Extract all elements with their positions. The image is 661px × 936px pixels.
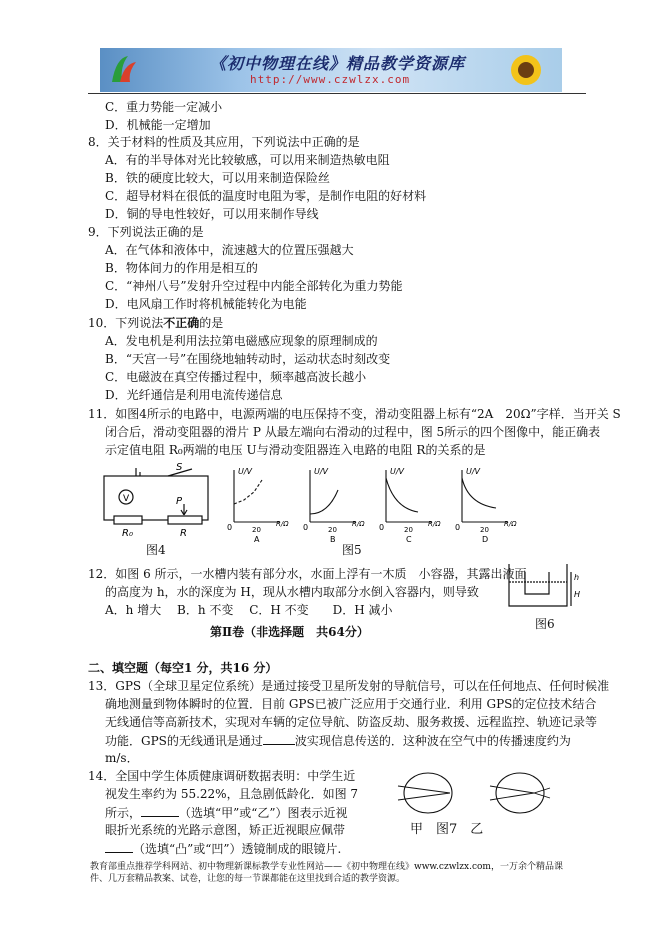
q10-stem-c: 的是 [199,316,224,330]
footer-line1: 教育部重点推荐学科网站、初中物理新课标教学专业性网站——《初中物理在线》www.czwlzx.com，一万余个精品课 [90,862,563,872]
figure-6-caption: 图6 [535,617,555,631]
q14-line5-text: （选填“凸”或“凹”）透镜制成的眼镜片. [133,842,342,856]
q9-option-a: A．在气体和液体中，流速越大的位置压强越大 [105,243,354,257]
banner-url[interactable]: http://www.czwlzx.com [250,73,411,86]
q13-line4 [105,732,571,749]
q14-blank-2[interactable] [105,840,133,853]
graph-A-origin: 0 [227,523,233,532]
header-rule [88,93,586,94]
q11-line1: 11．如图4所示的电路中，电源两端的电压保持不变，滑动变阻器上标有“2A 20Ω”字样．当开关 S [88,407,621,421]
q7-option-d: D．机械能一定增加 [105,118,211,132]
q14-line1: 14．全国中学生体质健康调研数据表明：中学生近 [88,769,356,783]
q12-line2: 的高度为 h，水的深度为 H，现从水槽内取部分水倒入容器内，则导致 [105,585,479,599]
graph-C [376,464,452,546]
figure-7-eyes [384,766,564,820]
q10-option-b: B．“天宫一号”在围绕地轴转动时，运动状态时刻改变 [105,352,391,366]
q10-stem [88,315,223,331]
q8-option-d: D．铜的导电性较好，可以用来制作导线 [105,207,319,221]
q7-option-c: C．重力势能一定减小 [105,100,223,114]
graph-B-tick: 20 [328,526,337,534]
figure-7-caption: 甲 图7 乙 [410,822,484,837]
q12-options: A．h 增大 B．h 不变 C．H 不变 D．H 减小 [105,603,393,617]
q10-stem-a: 10．下列说法 [88,316,164,330]
graph-D-tick: 20 [480,526,489,534]
rheostat-label: R [180,528,187,539]
graph-D-origin: 0 [455,523,461,532]
graph-C-letter: C [406,535,412,544]
q10-stem-emphasis: 不正确 [163,316,200,330]
q9-option-c: C．“神州八号”发射升空过程中内能全部转化为重力势能 [105,279,403,293]
graph-A-x-label: R/Ω [276,520,289,528]
graph-C-origin: 0 [379,523,385,532]
q8-option-b: B．铁的硬度比较大，可以用来制造保险丝 [105,171,330,185]
q13-blank-1[interactable] [263,732,295,745]
r0-label: R₀ [122,528,133,539]
q11-line2: 闭合后，滑动变阻器的滑片 P 从最左端向右滑动的过程中，图 5所示的四个图像中，能正确表 [105,425,601,439]
graph-C-curve [386,478,418,512]
graph-C-y-label: U/V [390,467,405,476]
figure-5-caption: 图5 [342,543,362,557]
graph-B-y-label: U/V [314,467,329,476]
label-H: H [574,590,581,599]
banner-title: 《初中物理在线》精品教学资源库 [210,54,466,73]
q14-line3-b: （选填“甲”或“乙”）图表示近视 [179,806,348,820]
q10-option-d: D．光纤通信是利用电流传递信息 [105,388,283,402]
graph-A [224,464,300,546]
slider-label: P [176,496,183,507]
graph-D-curve [462,478,496,508]
voltmeter-label: V [123,494,130,504]
q14-blank-1[interactable] [141,804,179,817]
graph-B-origin: 0 [303,523,309,532]
part-2-heading: 第Ⅱ卷（非选择题 共64分） [210,625,369,639]
q13-line5: m/s． [105,751,139,765]
section-2-heading: 二、填空题（每空1 分，共16 分） [88,661,278,675]
q13-line3: 无线通信等高新技术，实现对车辆的定位导航、防盗反劫、服务救援、远程监控、轨迹记录等 [105,715,598,729]
q14-line3-a: 所示， [105,806,142,820]
footer-line2: 件、几万套精品教案、试卷，让您的每一节课都能在这里找到合适的教学资源。 [90,874,406,884]
graph-A-y-label: U/V [238,467,253,476]
figure-6-tank [505,560,581,614]
sunflower-icon [496,50,556,90]
q14-line4: 眼折光系统的光路示意图，矫正近视眼应佩带 [105,823,346,837]
switch-label: S [176,462,183,473]
q8-option-a: A．有的半导体对光比较敏感，可以用来制造热敏电阻 [105,153,390,167]
q13-line4-b: 波实现信息传送的．这种波在空气中的传播速度约为 [294,734,571,748]
graph-A-tick: 20 [252,526,261,534]
graph-B-curve [310,490,338,514]
site-banner [100,48,562,92]
q10-option-c: C．电磁波在真空传播过程中，频率越高波长越小 [105,370,367,384]
graph-D-letter: D [482,535,489,544]
q12-line1: 12．如图 6 所示，一水槽内装有部分水，水面上浮有一木质 小容器，其露出液面 [88,567,527,581]
q14-line3 [105,804,348,821]
q14-line2: 视发生率约为 55.22%，且急剧低龄化．如图 7 [105,787,359,801]
figure-4-circuit [96,460,226,540]
graph-A-curve [234,480,262,504]
q9-stem: 9．下列说法正确的是 [88,225,204,239]
site-logo-icon [106,52,140,86]
q8-stem: 8．关于材料的性质及其应用，下列说法中正确的是 [88,135,360,149]
q13-line4-a: 功能．GPS的无线通讯是通过 [105,734,263,748]
graph-B-letter: B [330,535,336,544]
graph-D [452,464,528,546]
q13-line1: 13．GPS（全球卫星定位系统）是通过接受卫星所发射的导航信号，可以在任何地点、任何时候准 [88,679,610,693]
graph-D-x-label: R/Ω [504,520,517,528]
graph-C-tick: 20 [404,526,413,534]
q9-option-d: D．电风扇工作时将机械能转化为电能 [105,297,307,311]
figure-4-caption: 图4 [146,543,166,557]
q14-line5 [105,840,341,857]
graph-C-x-label: R/Ω [428,520,441,528]
label-h: h [574,573,580,582]
graph-A-letter: A [254,535,260,544]
q8-option-c: C．超导材料在很低的温度时电阻为零，是制作电阻的好材料 [105,189,427,203]
q9-option-b: B．物体间力的作用是相互的 [105,261,258,275]
q10-option-a: A．发电机是利用法拉第电磁感应现象的原理制成的 [105,334,378,348]
graph-B [300,464,376,546]
graph-B-x-label: R/Ω [352,520,365,528]
q13-line2: 确地测量到物体瞬时的位置．目前 GPS已被广泛应用于交通行业．利用 GPS的定位技术结合 [105,697,597,711]
q11-line3: 示定值电阻 R₀两端的电压 U与滑动变阻器连入电路的电阻 R的关系的是 [105,443,486,457]
graph-D-y-label: U/V [466,467,481,476]
